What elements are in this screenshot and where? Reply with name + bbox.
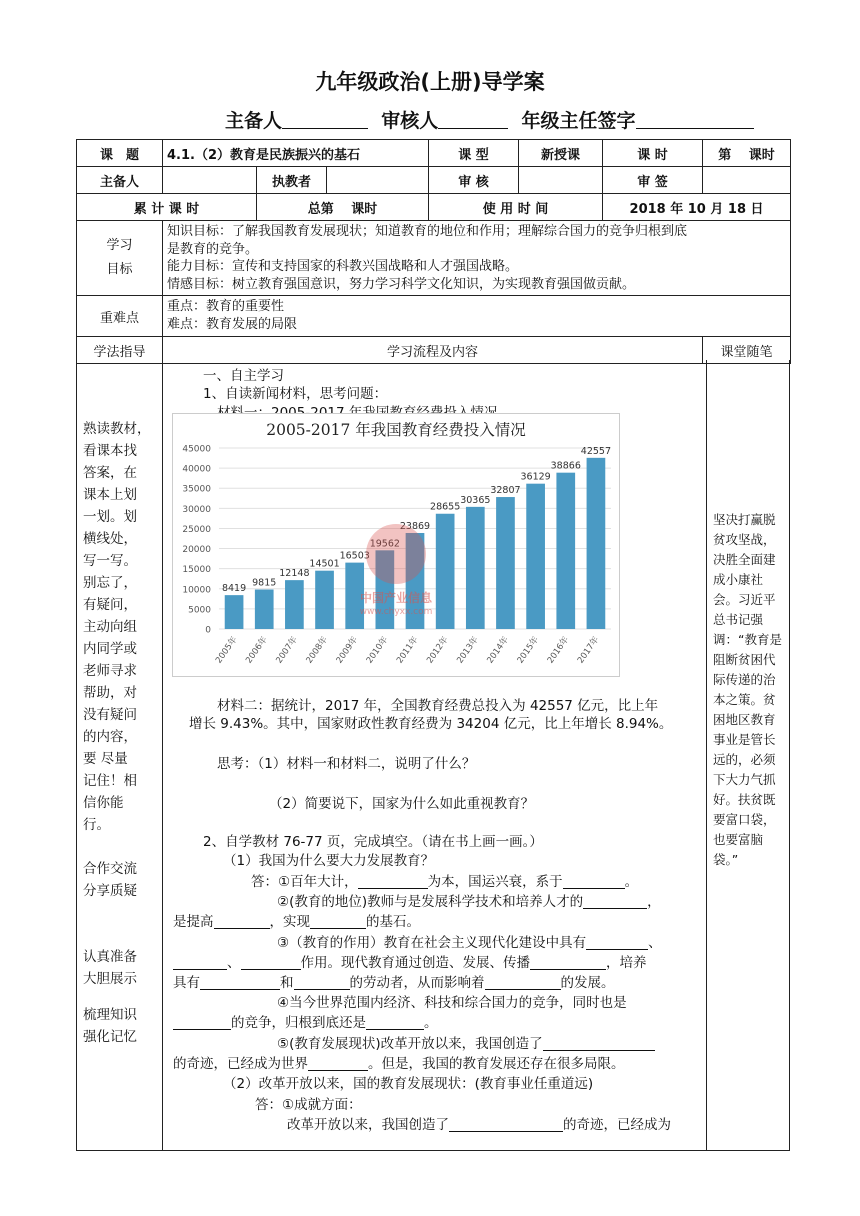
y-tick-label: 40000 bbox=[182, 464, 211, 475]
section-1-title: 一、自主学习 bbox=[203, 368, 284, 384]
executor-label: 执教者 bbox=[257, 167, 327, 194]
class-note-line: 总书记强 bbox=[713, 612, 764, 627]
answer-4: ④当今世界范围内经济、科技和综合国力的竞争，同时也是 bbox=[277, 995, 627, 1011]
method-note-line: 课本上划 bbox=[83, 487, 137, 503]
blank[interactable] bbox=[485, 975, 561, 990]
class-note-line: 要富口袋， bbox=[713, 812, 776, 827]
y-tick-label: 10000 bbox=[182, 585, 211, 596]
goals-content: 知识目标：了解我国教育发展现状；知道教育的地位和作用；理解综合国力的竞争归根到底 是教育的竞争。 能力目标：宣传和支持国家的科教兴国战略和人才强国战略。 情感目标：树立教育强国意识，努力学习科学文化知识，为实现教育强国做贡献。 bbox=[163, 221, 791, 296]
data-label: 14501 bbox=[309, 558, 340, 570]
data-label: 23869 bbox=[399, 520, 431, 532]
bar bbox=[225, 595, 244, 629]
use-time-value: 2018 年 10 月 18 日 bbox=[603, 194, 791, 221]
cumulative-label: 累 计 课 时 bbox=[77, 194, 257, 221]
method-note-line: 没有疑问 bbox=[83, 707, 137, 723]
blank[interactable] bbox=[586, 935, 648, 950]
answer-4-cont: 的竞争，归根到底还是 。 bbox=[173, 1011, 438, 1031]
class-note-line: 远的，必须 bbox=[713, 752, 776, 767]
sign-label: 审 签 bbox=[603, 167, 703, 194]
col-right-header: 课堂随笔 bbox=[703, 337, 791, 364]
method-note-line: 写一写。 bbox=[83, 553, 137, 569]
class-note-line: 下大力气抓 bbox=[713, 772, 776, 787]
blank[interactable] bbox=[173, 1015, 231, 1030]
x-tick-label: 2012年 bbox=[425, 634, 451, 666]
col-mid-header: 学习流程及内容 bbox=[163, 337, 703, 364]
method-note-line: 内同学或 bbox=[83, 641, 137, 657]
goals-label: 学习 目标 bbox=[77, 221, 163, 296]
x-tick-label: 2014年 bbox=[485, 634, 511, 666]
watermark-text: 中国产业信息 bbox=[359, 591, 433, 605]
data-label: 30365 bbox=[460, 494, 491, 506]
sign-director-blank[interactable] bbox=[636, 108, 754, 129]
method-note-line: 老师寻求 bbox=[83, 663, 137, 679]
method-note-line: 别忘了， bbox=[83, 575, 137, 591]
key-content: 重点：教育的重要性 难点：教育发展的局限 bbox=[163, 296, 791, 337]
topic-label: 课 题 bbox=[77, 140, 163, 167]
y-tick-label: 30000 bbox=[182, 504, 211, 515]
data-label: 32807 bbox=[490, 485, 521, 497]
class-notes bbox=[713, 510, 783, 870]
method-note-line: 横线处， bbox=[83, 531, 137, 547]
method-note-line: 要 尽量 bbox=[83, 751, 128, 767]
answer-2: ②(教育的地位)教师与是发展科学技术和培养人才的 ， bbox=[277, 894, 661, 910]
x-tick-label: 2010年 bbox=[364, 634, 391, 666]
sign-value[interactable] bbox=[703, 167, 791, 194]
bar bbox=[315, 571, 334, 629]
section-1-1: 1、自读新闻材料，思考问题： bbox=[203, 386, 388, 402]
review-note: 梳理知识 强化记忆 bbox=[83, 1007, 137, 1045]
y-tick-label: 0 bbox=[205, 625, 211, 636]
method-note-line: 记住！相 bbox=[83, 773, 137, 789]
topic-value: 4.1.（2）教育是民族振兴的基石 bbox=[163, 140, 429, 167]
class-note-line: 会。习近平 bbox=[713, 592, 776, 607]
preparer-value[interactable] bbox=[163, 167, 257, 194]
period-label: 课 时 bbox=[603, 140, 703, 167]
blank[interactable] bbox=[358, 874, 428, 889]
blank[interactable] bbox=[241, 955, 301, 970]
y-tick-label: 20000 bbox=[182, 545, 211, 556]
class-note-line: 事业是管长 bbox=[713, 732, 776, 747]
class-note-line: 阻断贫困代 bbox=[713, 652, 776, 667]
x-tick-label: 2009年 bbox=[334, 634, 361, 666]
think-1: 思考：（1）材料一和材料二，说明了什么？ bbox=[217, 756, 476, 772]
class-note-line: 调：“教育是 bbox=[713, 632, 782, 647]
review-value[interactable] bbox=[519, 167, 603, 194]
method-note-line: 主动向组 bbox=[83, 619, 137, 635]
sign-reviewer-blank[interactable] bbox=[438, 108, 508, 129]
question-2-answer: 答：①成就方面： bbox=[255, 1097, 362, 1113]
sign-director-label: 年级主任签字 bbox=[521, 110, 636, 132]
class-note-line: 决胜全面建 bbox=[713, 552, 776, 567]
document-title: 九年级政治(上册)导学案 bbox=[315, 70, 545, 94]
x-tick-label: 2013年 bbox=[455, 634, 481, 666]
bar bbox=[587, 458, 606, 629]
section-2: 2、自学教材 76-77 页，完成填空。（请在书上画一画。） bbox=[203, 834, 543, 850]
total-label: 总第 课时 bbox=[257, 194, 429, 221]
blank[interactable] bbox=[173, 955, 227, 970]
question-2-line: 改革开放以来，我国创造了 的奇迹，已经成为 bbox=[287, 1117, 671, 1133]
x-tick-label: 2006年 bbox=[244, 634, 270, 666]
answer-5: ⑤(教育发展现状)改革开放以来，我国创造了 bbox=[277, 1032, 655, 1052]
answer-3-cont: 、 作用。现代教育通过创造、发展、传播 ，培养 bbox=[173, 951, 647, 971]
x-tick-label: 2007年 bbox=[274, 634, 300, 666]
data-label: 19562 bbox=[369, 538, 400, 550]
y-tick-label: 45000 bbox=[182, 444, 211, 455]
x-tick-label: 2017年 bbox=[575, 634, 602, 666]
class-note-line: 贫攻坚战， bbox=[713, 532, 776, 547]
blank[interactable] bbox=[294, 975, 350, 990]
class-note-line: 也要富脑 bbox=[713, 832, 764, 847]
class-note-line: 成小康社 bbox=[713, 572, 764, 587]
chart-title: 2005-2017 年我国教育经费投入情况 bbox=[266, 421, 526, 439]
class-note-line: 袋。” bbox=[713, 852, 739, 867]
x-tick-label: 2005年 bbox=[214, 634, 240, 666]
blank[interactable] bbox=[366, 1015, 424, 1030]
chart-svg bbox=[173, 414, 619, 676]
y-tick-label: 5000 bbox=[188, 605, 211, 616]
material-2-line1: 材料二：据统计，2017 年，全国教育经费总投入为 42557 亿元，比上年 bbox=[217, 698, 659, 714]
method-note-line: 看课本找 bbox=[83, 443, 137, 459]
bar bbox=[436, 514, 455, 629]
question-2: （2）改革开放以来，国的教育发展现状：(教育事业任重道远) bbox=[223, 1076, 594, 1092]
blank[interactable] bbox=[310, 914, 366, 929]
y-tick-label: 35000 bbox=[182, 484, 211, 495]
method-note-line: 答案，在 bbox=[83, 465, 137, 481]
col-left-header: 学法指导 bbox=[77, 337, 163, 364]
method-note-line: 的内容， bbox=[83, 729, 137, 745]
data-label: 38866 bbox=[550, 460, 581, 472]
use-time-label: 使 用 时 间 bbox=[429, 194, 603, 221]
method-note-line: 熟读教材， bbox=[83, 421, 151, 437]
data-label: 16503 bbox=[339, 550, 370, 562]
review-label: 审 核 bbox=[429, 167, 519, 194]
blank[interactable] bbox=[543, 1036, 655, 1051]
method-note-line: 有疑问， bbox=[83, 597, 137, 613]
method-note-line: 行。 bbox=[83, 817, 110, 833]
bar bbox=[255, 590, 274, 629]
class-note-line: 际传递的治 bbox=[713, 672, 776, 687]
class-note-line: 好。扶贫既 bbox=[713, 792, 776, 807]
bar bbox=[466, 507, 485, 629]
y-tick-label: 25000 bbox=[182, 524, 211, 535]
signature-row bbox=[225, 106, 754, 133]
method-note-line: 一划。划 bbox=[83, 509, 137, 525]
blank[interactable] bbox=[308, 1056, 368, 1071]
x-tick-label: 2015年 bbox=[515, 634, 542, 666]
think-2: （2）简要说下，国家为什么如此重视教育？ bbox=[269, 796, 535, 812]
method-guide bbox=[83, 418, 157, 1048]
data-label: 28655 bbox=[430, 501, 461, 513]
blank[interactable] bbox=[563, 874, 625, 889]
answer-2-cont: 是提高 ，实现 的基石。 bbox=[173, 914, 420, 930]
x-tick-label: 2016年 bbox=[545, 634, 572, 666]
watermark-url: www.chyxx.com bbox=[359, 607, 433, 617]
answer-3-cont2: 具有 和 的劳动者，从而影响着 的发展。 bbox=[173, 975, 615, 991]
x-tick-label: 2011年 bbox=[394, 634, 421, 666]
data-label: 36129 bbox=[520, 471, 551, 483]
answer-5-cont: 的奇迹，已经成为世界 。但是，我国的教育发展还存在很多局限。 bbox=[173, 1056, 625, 1072]
bar bbox=[285, 580, 304, 629]
blank[interactable] bbox=[214, 914, 270, 929]
preparer-label: 主备人 bbox=[77, 167, 163, 194]
data-label: 8419 bbox=[221, 583, 247, 595]
answer-3: ③（教育的作用）教育在社会主义现代化建设中具有 、 bbox=[277, 935, 662, 951]
coop-note: 合作交流 分享质疑 bbox=[83, 861, 137, 899]
question-1: （1）我国为什么要大力发展教育？ bbox=[223, 853, 435, 869]
x-tick-label: 2008年 bbox=[304, 634, 330, 666]
bar bbox=[496, 497, 515, 629]
class-note-line: 坚决打赢脱 bbox=[713, 512, 776, 527]
data-label: 9815 bbox=[252, 577, 277, 589]
bar bbox=[526, 484, 545, 629]
class-note-line: 本之策。贫 bbox=[713, 692, 776, 707]
education-funding-chart bbox=[172, 413, 620, 677]
blank[interactable] bbox=[449, 1117, 563, 1132]
type-label: 课 型 bbox=[429, 140, 519, 167]
show-note: 认真准备 大胆展示 bbox=[83, 949, 137, 987]
blank[interactable] bbox=[530, 955, 606, 970]
info-table bbox=[76, 139, 791, 364]
type-value: 新授课 bbox=[519, 140, 603, 167]
material-2-line2: 增长 9.43%。其中，国家财政性教育经费为 34204 亿元，比上年增长 8.94%。 bbox=[189, 716, 673, 732]
period-value: 第 课时 bbox=[703, 140, 791, 167]
blank[interactable] bbox=[200, 975, 280, 990]
bar bbox=[556, 473, 575, 629]
class-note-line: 困地区教育 bbox=[713, 712, 776, 727]
executor-value[interactable] bbox=[327, 167, 429, 194]
method-note-line: 信你能 bbox=[83, 795, 124, 811]
sign-reviewer-label: 审核人 bbox=[381, 110, 439, 132]
blank[interactable] bbox=[583, 894, 647, 909]
data-label: 12148 bbox=[279, 568, 310, 580]
y-tick-label: 15000 bbox=[182, 565, 211, 576]
data-label: 42557 bbox=[580, 445, 612, 457]
sign-preparer-blank[interactable] bbox=[282, 108, 368, 129]
sign-preparer-label: 主备人 bbox=[225, 110, 283, 132]
watermark-logo bbox=[366, 524, 426, 584]
method-note-line: 帮助，对 bbox=[83, 685, 137, 701]
answer-1: 答：①百年大计， 为本，国运兴衰，系于 。 bbox=[251, 874, 639, 890]
key-label: 重难点 bbox=[77, 296, 163, 337]
